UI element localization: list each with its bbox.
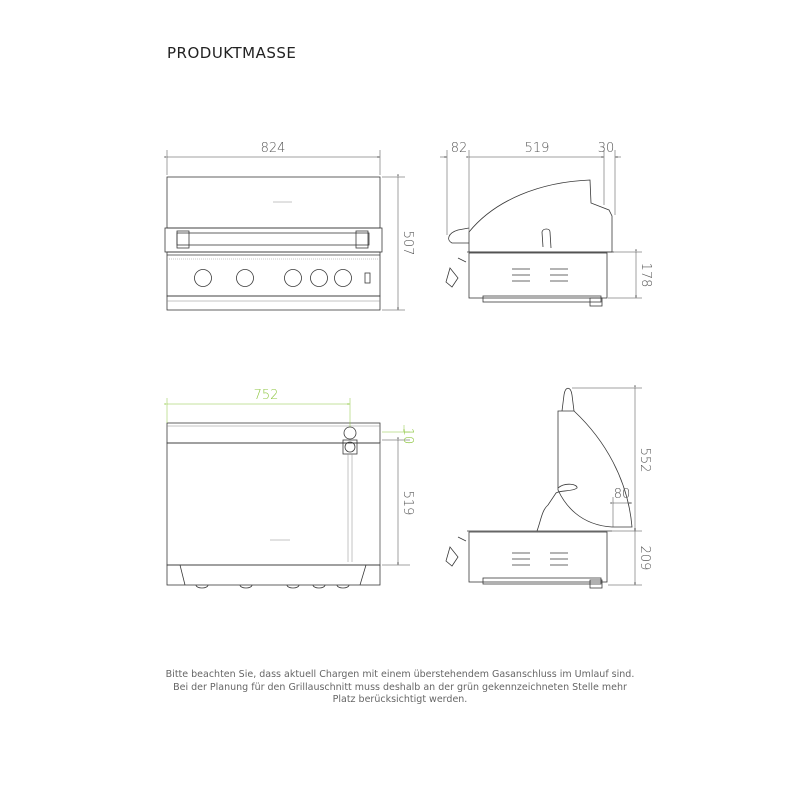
vents xyxy=(512,553,568,565)
front-view xyxy=(165,141,415,310)
side-view-open xyxy=(446,388,652,588)
dimension-open-base-height: 209 xyxy=(637,545,652,571)
dimension-depth: 519 xyxy=(524,141,550,156)
dimension-base-height: 178 xyxy=(638,262,653,288)
vents xyxy=(512,269,568,281)
top-view xyxy=(167,388,415,588)
gas-connection xyxy=(343,427,357,562)
control-knobs xyxy=(195,270,352,287)
dimension-highlight-offset: 10 xyxy=(400,427,415,445)
dimension-front-overhang: 82 xyxy=(450,141,468,156)
dimension-rear: 30 xyxy=(597,141,615,156)
dimension-lid-rear: 80 xyxy=(613,487,631,502)
dimension-highlight-width: 752 xyxy=(253,388,279,403)
side-view-closed xyxy=(440,141,653,306)
dimension-width: 824 xyxy=(260,141,286,156)
notice-line: Platz berücksichtigt werden. xyxy=(332,694,468,705)
dimension-height: 507 xyxy=(400,230,415,256)
notice-line: Bitte beachten Sie, dass aktuell Chargen mit einem überstehendem Gasanschluss im Umlauf sind. xyxy=(165,669,635,680)
page-title: PRODUKTMASSE xyxy=(167,44,297,62)
gas-connection-notice xyxy=(100,669,700,707)
dimension-top-depth: 519 xyxy=(400,490,415,516)
dimension-lid-height: 552 xyxy=(637,447,652,473)
notice-line: Bei der Planung für den Grillauschnitt muss deshalb an der grün gekennzeichneten Stelle mehr xyxy=(173,681,627,693)
